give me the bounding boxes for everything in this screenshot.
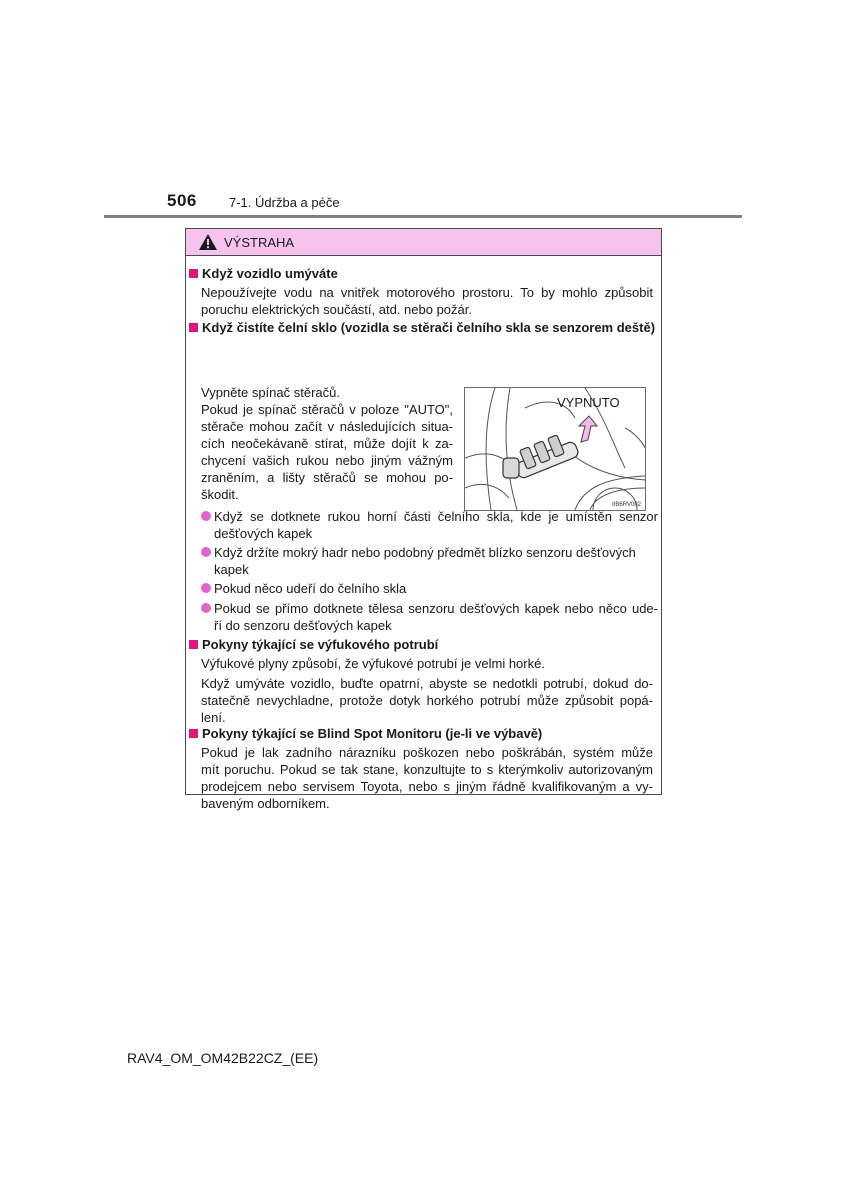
heading-text: Když čistíte čelní sklo (vozidla se stěrači čelního skla se senzorem deště) <box>202 320 656 335</box>
warning-title: VÝSTRAHA <box>224 234 295 250</box>
text-line: mít poruchu. Pokud se tak stane, konzultujte to s kterýmkoliv autorizovaným <box>201 762 653 777</box>
paragraph-wiper-switch <box>201 384 453 503</box>
heading-marker-icon <box>189 729 198 738</box>
paragraph-washing-vehicle <box>201 284 653 318</box>
text-line: Když se dotknete rukou horní části čelního skla, kde je umístěn senzor <box>214 509 658 524</box>
heading-text: Když vozidlo umýváte <box>202 266 338 281</box>
warning-header <box>186 229 661 256</box>
heading-marker-icon <box>189 323 198 332</box>
wiper-switch-illustration <box>464 387 646 511</box>
header-divider <box>104 215 742 218</box>
heading-text: Pokyny týkající se Blind Spot Monitoru (je-li ve výbavě) <box>202 726 543 741</box>
text-line: lení. <box>201 710 226 725</box>
page-number: 506 <box>167 191 197 210</box>
text-line: statečně nevychladne, protože dotyk horkého potrubí může způsobit popá- <box>201 693 653 708</box>
heading-washing-vehicle <box>189 266 338 282</box>
warning-triangle-icon <box>198 233 218 251</box>
text-line: Pokud se přímo dotknete tělesa senzoru dešťových kapek nebo něco ude- <box>214 601 658 616</box>
heading-cleaning-windshield <box>189 320 657 336</box>
paragraph-blind-spot-monitor <box>201 744 653 812</box>
text-line: dešťových kapek <box>214 526 313 541</box>
bullet-dot-icon <box>201 583 211 593</box>
text-line: baveným odborníkem. <box>201 796 330 811</box>
bullet-dot-icon <box>201 511 211 521</box>
figure-callout-off: VYPNUTO <box>557 395 620 410</box>
text-line: cích neočekávaně stírat, může dojít k za- <box>201 436 453 451</box>
paragraph-exhaust-washing <box>201 675 653 726</box>
text-line: Když držíte mokrý hadr nebo podobný předmět blízko senzoru dešťových <box>214 545 636 560</box>
bullet-item <box>201 544 658 578</box>
bullet-item <box>201 600 658 634</box>
text-line: poruchu elektrických součástí, atd. nebo požár. <box>201 302 472 317</box>
text-line: Když umýváte vozidlo, buďte opatrní, abyste se nedotkli potrubí, dokud do- <box>201 676 653 691</box>
heading-exhaust-pipe <box>189 637 438 653</box>
heading-marker-icon <box>189 640 198 649</box>
text-line: ří do senzoru dešťových kapek <box>214 618 392 633</box>
text-line: Pokud je lak zadního nárazníku poškozen nebo poškrábán, systém může <box>201 745 653 760</box>
heading-text: Pokyny týkající se výfukového potrubí <box>202 637 439 652</box>
text-line: stěrače mohou začít v následujících situa- <box>201 419 453 434</box>
text-line: Pokud je spínač stěračů v poloze "AUTO", <box>201 402 453 417</box>
paragraph-exhaust-hot <box>201 655 653 672</box>
text-line: Pokud něco udeří do čelního skla <box>214 581 407 596</box>
heading-marker-icon <box>189 269 198 278</box>
text-line: zraněním, a lišty stěračů se mohou po- <box>201 470 453 485</box>
heading-blind-spot-monitor <box>189 726 542 742</box>
text-line: chycení vašich rukou nebo jiným vážným <box>201 453 453 468</box>
text-line: Vypněte spínač stěračů. <box>201 385 340 400</box>
bullet-dot-icon <box>201 547 211 557</box>
bullet-item <box>201 580 658 597</box>
section-title: 7-1. Údržba a péče <box>229 195 340 210</box>
figure-code: IIB6RV002 <box>612 502 641 508</box>
text-line: Výfukové plyny způsobí, že výfukové potrubí je velmi horké. <box>201 656 545 671</box>
bullet-item <box>201 508 658 542</box>
text-line: prodejcem nebo servisem Toyota, nebo s jiným řádně kvalifikovaným a vy- <box>201 779 653 794</box>
text-line: Nepoužívejte vodu na vnitřek motorového prostoru. To by mohlo způsobit <box>201 285 653 300</box>
warning-box <box>185 228 662 811</box>
bullet-dot-icon <box>201 603 211 613</box>
text-line: kapek <box>214 562 249 577</box>
document-code: RAV4_OM_OM42B22CZ_(EE) <box>127 1050 319 1066</box>
text-line: škodit. <box>201 487 239 502</box>
